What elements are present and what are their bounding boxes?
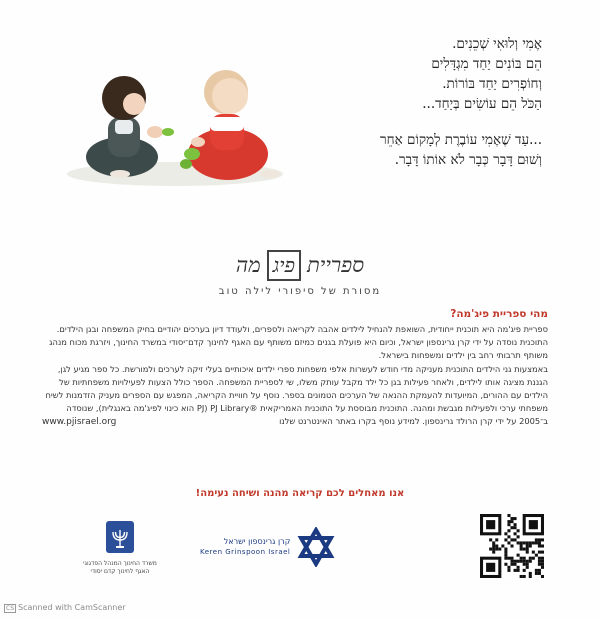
closing-line: אנו מאחלים לכם קריאה מהנה ושיחה נעימה! bbox=[195, 488, 405, 499]
poem-line: הַכֹּל הֵם עוֹשִׂים בְּיַחַד... bbox=[422, 96, 542, 112]
logo-word-right: ספריית bbox=[307, 253, 365, 277]
qr-code-icon[interactable] bbox=[480, 514, 544, 578]
poem-line: וְשׁוּם דָּבָר כְּבָר לֹא אוֹתוֹ דָּבָר. bbox=[394, 152, 542, 168]
ministry-text: משרד החינוך המנהל הפדגוגי האגף לחינוך קדם יסודי bbox=[83, 560, 157, 575]
menorah-emblem-icon bbox=[105, 520, 135, 554]
about-section bbox=[42, 308, 548, 429]
scanner-watermark bbox=[4, 603, 126, 613]
logo-word-left: מה bbox=[235, 253, 261, 277]
section-title: מהי ספריית פיג'מה? bbox=[450, 308, 548, 320]
poem-line: ...עַד שֶׁאֶמִי עוֹבֶרֶת לְמָקוֹם אַחֵר bbox=[380, 132, 542, 148]
pajama-library-logo bbox=[0, 250, 600, 310]
star-of-david-icon bbox=[296, 527, 336, 567]
poem-line: אֶמִי וְלוּאִי שְׁכֵנִים. bbox=[452, 36, 542, 52]
ministry-logo bbox=[80, 520, 160, 576]
poem bbox=[242, 34, 542, 170]
foundation-text bbox=[200, 537, 290, 557]
website-link[interactable]: www.pjisrael.org bbox=[42, 417, 117, 427]
about-paragraph: ספריית פיג'מה היא תוכנית ייחודית, השואפת להנחיל לילדים אהבה לקריאה ולספרים, ולעודד דיון בערכים יהודיים בחיק המשפחה ובגן הילדים. התוכנית נוסדה על ידי קרן גרינספון ישראל, וכיום היא פועלת בגנים כמיזם משותף עם האגף לחינוך קדם־יסודי במשרד החינוך, ויזרגת מכוח מנהג משותף תרבותי רחב בין ילדים ומשפחות בישראל. bbox=[49, 324, 548, 360]
logo-box-text: פיג bbox=[272, 253, 295, 277]
foundation-name-he: קרן גרינספון ישראל bbox=[223, 537, 291, 546]
logo-tagline: מסורת של סיפורי לילה טוב bbox=[218, 286, 382, 297]
foundation-logo bbox=[200, 527, 336, 567]
foundation-name-en: Keren Grinspoon Israel bbox=[200, 548, 291, 556]
poem-line: וְחוֹפְרִים יַחַד בּוֹרוֹת. bbox=[442, 76, 542, 92]
logo-box bbox=[267, 250, 301, 281]
camscanner-icon: CS bbox=[6, 605, 14, 612]
scanner-label: Scanned with CamScanner bbox=[18, 603, 126, 612]
about-paragraph: באמצעות גני הילדים התוכנית מעניקה מדי חודש לעשרות אלפי משפחות ספרי ילדים איכותיים בעלי זיקה לערכים ולמורשת. כל ספר מגיע לגן, הגננת מציגה אותו לילדים, ולאחר פעילות בגן כל ילד מקבל עותק משלו, שי לספריית המשפחה. הספר כולל הצעות לפעילויות משפחתיות של הילדים עם ההורים, המיועדות להעמקת ההנאה של הערכים הטמונים בספר. נוסף על חוויית הקריאה, המפגש עם הספרים מעניק הזדמנות לשיח משפחתי ערכי ולפעילות מגבשת ומהנה. התוכנית מבוססת על התוכנית האמריקאית ®PJ Library (‏PJ הוא כינוי לפיג'מה באנגלית), שנוסדה ב־2005 על ידי קרן הרולד גרינספון. למידע נוסף בקרו באתר האינטרנט שלנו bbox=[45, 364, 548, 426]
poem-line: הֵם בּוֹנִים יַחַד מִגְדָּלִים bbox=[431, 56, 542, 72]
